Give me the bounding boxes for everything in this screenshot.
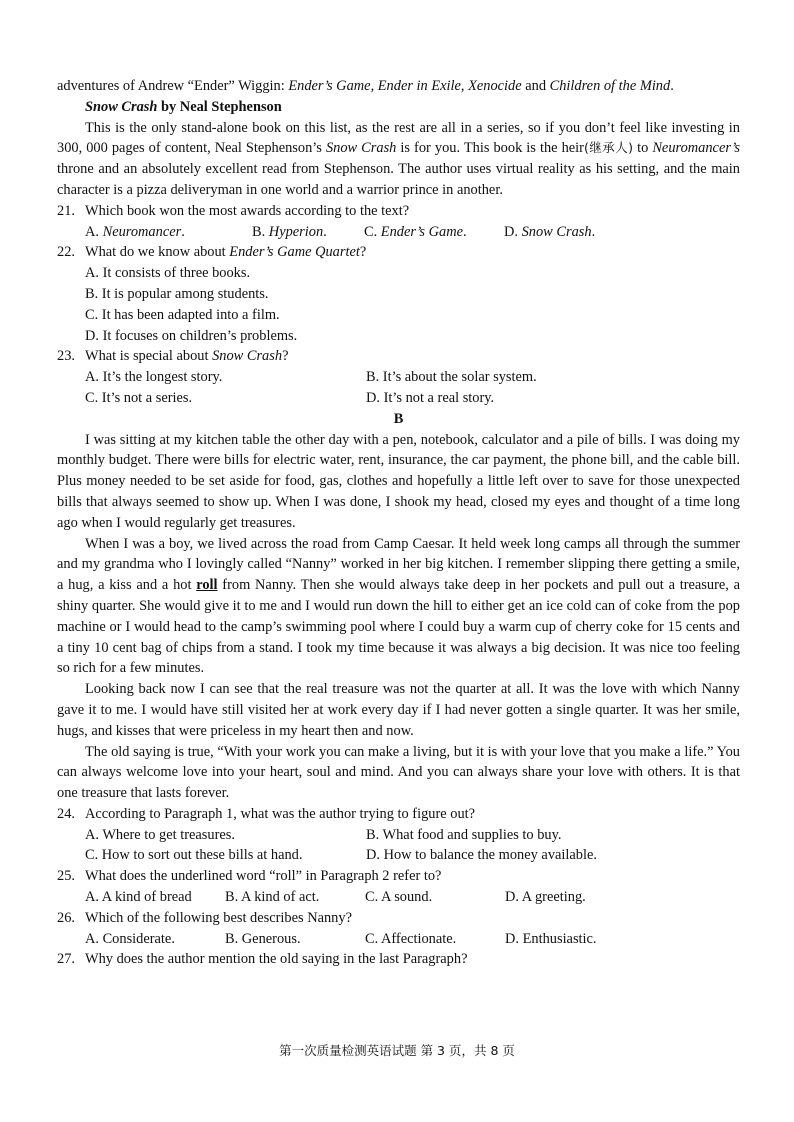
option-c[interactable]: C. How to sort out these bills at hand.: [85, 847, 303, 864]
option-b[interactable]: B. It is popular among students.: [85, 285, 269, 302]
question-stem: Which book won the most awards according to the text?: [85, 202, 410, 219]
option-d[interactable]: D. Snow Crash.: [504, 223, 596, 240]
text: is for you. This book is the heir: [396, 140, 584, 157]
option-b[interactable]: B. Generous.: [225, 930, 301, 947]
question-27: [57, 949, 740, 970]
question-stem: What does the underlined word “roll” in Paragraph 2 refer to?: [85, 868, 442, 885]
question-stem: Which of the following best describes Nanny?: [85, 909, 352, 926]
option-b[interactable]: B. A kind of act.: [225, 889, 320, 906]
question-number: 21.: [57, 202, 75, 219]
text: to: [633, 140, 653, 157]
option-a[interactable]: A. Where to get treasures.: [85, 826, 235, 843]
text: When I was a boy, we lived across the road from Camp Caesar. It held week long camps all through the summer and my grandma who I lovingly called “Nanny” worked in her big kitchen. I remember slipping there getting a smile, a hug, a kiss and a hot: [57, 535, 740, 594]
question-22: [57, 242, 740, 346]
passage-b-paragraph-1: I was sitting at my kitchen table the other day with a pen, notebook, calculator and a pile of bills. I was doing my monthly budget. There were bills for electric water, rent, insurance, the car payment, the phone bill, and the cable bill. Plus money needed to be set aside for food, gas, clothes and hopefully a little left over to save for those unexpected bills that always seemed to show up. When I was done, I shook my head, closed my eyes and thought of a time long ago when I would regularly get treasures.: [57, 431, 740, 531]
text: ,: [460, 78, 469, 94]
option-c[interactable]: C. A sound.: [365, 889, 433, 906]
option-a[interactable]: A. A kind of bread: [85, 889, 192, 906]
text: throne and an absolutely excellent read from Stephenson. The author uses virtual reality as his setting, and the main character is a pizza deliveryman in one world and a warrior prince in another.: [57, 161, 740, 198]
question-number: 26.: [57, 909, 75, 926]
book-title: Snow Crash: [85, 98, 158, 115]
text: from Nanny. Then she would always take deep in her pockets and pull out a treasure, a shiny quarter. She would give it to me and I would run down the hill to either get an ice cold can of coke from the pop machine or I would head to the camp’s swimming pool where I could buy a warm cup of cherry coke for 15 cents and a tiny 10 cent bag of chips from a stand. I took my time because it was always a big decision. It was nice too feeling so rich for a few minutes.: [57, 577, 740, 677]
option-c[interactable]: C. It has been adapted into a film.: [85, 306, 280, 323]
question-23: [57, 346, 740, 408]
option-d[interactable]: D. It focuses on children’s problems.: [85, 327, 298, 344]
question-number: 23.: [57, 348, 75, 365]
section-heading-b: B: [393, 410, 404, 427]
question-stem: According to Paragraph 1, what was the author trying to figure out?: [85, 805, 476, 822]
author: by Neal Stephenson: [157, 98, 282, 115]
option-a[interactable]: A. Considerate.: [85, 930, 175, 947]
book-title: Children of the Mind: [549, 78, 671, 94]
book-title: Neuromancer’s: [652, 140, 740, 157]
book-title: Snow Crash: [325, 140, 397, 157]
option-a[interactable]: A. Neuromancer.: [85, 223, 185, 240]
chinese-gloss: (继承人): [583, 140, 634, 156]
option-c[interactable]: C. Affectionate.: [365, 930, 457, 947]
text: ,: [370, 78, 378, 94]
option-b[interactable]: B. What food and supplies to buy.: [366, 826, 562, 843]
option-b[interactable]: B. Hyperion.: [252, 223, 327, 240]
ender-series-tail: [57, 76, 740, 97]
option-c[interactable]: C. It’s not a series.: [85, 389, 193, 406]
book-title: Xenocide: [468, 78, 522, 94]
option-a[interactable]: A. It consists of three books.: [85, 265, 251, 282]
question-26: [57, 908, 740, 950]
question-number: 27.: [57, 951, 75, 968]
question-number: 24.: [57, 805, 75, 822]
snow-crash-paragraph: [57, 118, 740, 201]
book-title: Ender’s Game: [288, 78, 371, 94]
snow-crash-heading: [57, 97, 740, 118]
question-stem: What is special about Snow Crash?: [85, 348, 289, 365]
text: and: [521, 78, 550, 94]
question-number: 22.: [57, 244, 75, 261]
option-a[interactable]: A. It’s the longest story.: [85, 369, 223, 386]
text: .: [670, 78, 674, 94]
option-d[interactable]: D. Enthusiastic.: [505, 930, 597, 947]
option-d[interactable]: D. A greeting.: [505, 889, 586, 906]
passage-b-paragraph-2: [57, 534, 740, 680]
question-24: [57, 804, 740, 866]
option-b[interactable]: B. It’s about the solar system.: [366, 369, 537, 386]
passage-b-paragraph-3: Looking back now I can see that the real treasure was not the quarter at all. It was the love with which Nanny gave it to me. I would have still visited her at work every day if I had never gotten a single quarter. It was her smile, hugs, and kisses that were priceless in my heart then and now.: [57, 681, 740, 739]
book-title: Ender in Exile: [377, 78, 461, 94]
passage-b-paragraph-4: The old saying is true, “With your work you can make a living, but it is with your love that you make a life.” You can always welcome love into your heart, soul and mind. And you can always share your love with others. It is that one treasure that lasts forever.: [57, 743, 740, 802]
underlined-word: roll: [196, 577, 218, 594]
question-number: 25.: [57, 868, 75, 885]
question-25: [57, 866, 740, 908]
page-content: [57, 76, 740, 970]
question-stem: What do we know about Ender’s Game Quartet?: [85, 244, 367, 261]
option-d[interactable]: D. How to balance the money available.: [366, 847, 597, 864]
question-21: [57, 201, 740, 243]
page-footer: 第一次质量检测英语试题 第 3 页，共 8 页: [279, 1043, 515, 1058]
text: adventures of Andrew “Ender” Wiggin:: [57, 78, 289, 94]
question-stem: Why does the author mention the old saying in the last Paragraph?: [85, 951, 468, 968]
option-c[interactable]: C. Ender’s Game.: [364, 223, 467, 240]
option-d[interactable]: D. It’s not a real story.: [366, 389, 495, 406]
text: This is the only stand-alone book on this list, as the rest are all in a series, so if you don’t feel like investing in 300, 000 pages of content, Neal Stephenson’s: [57, 119, 740, 157]
